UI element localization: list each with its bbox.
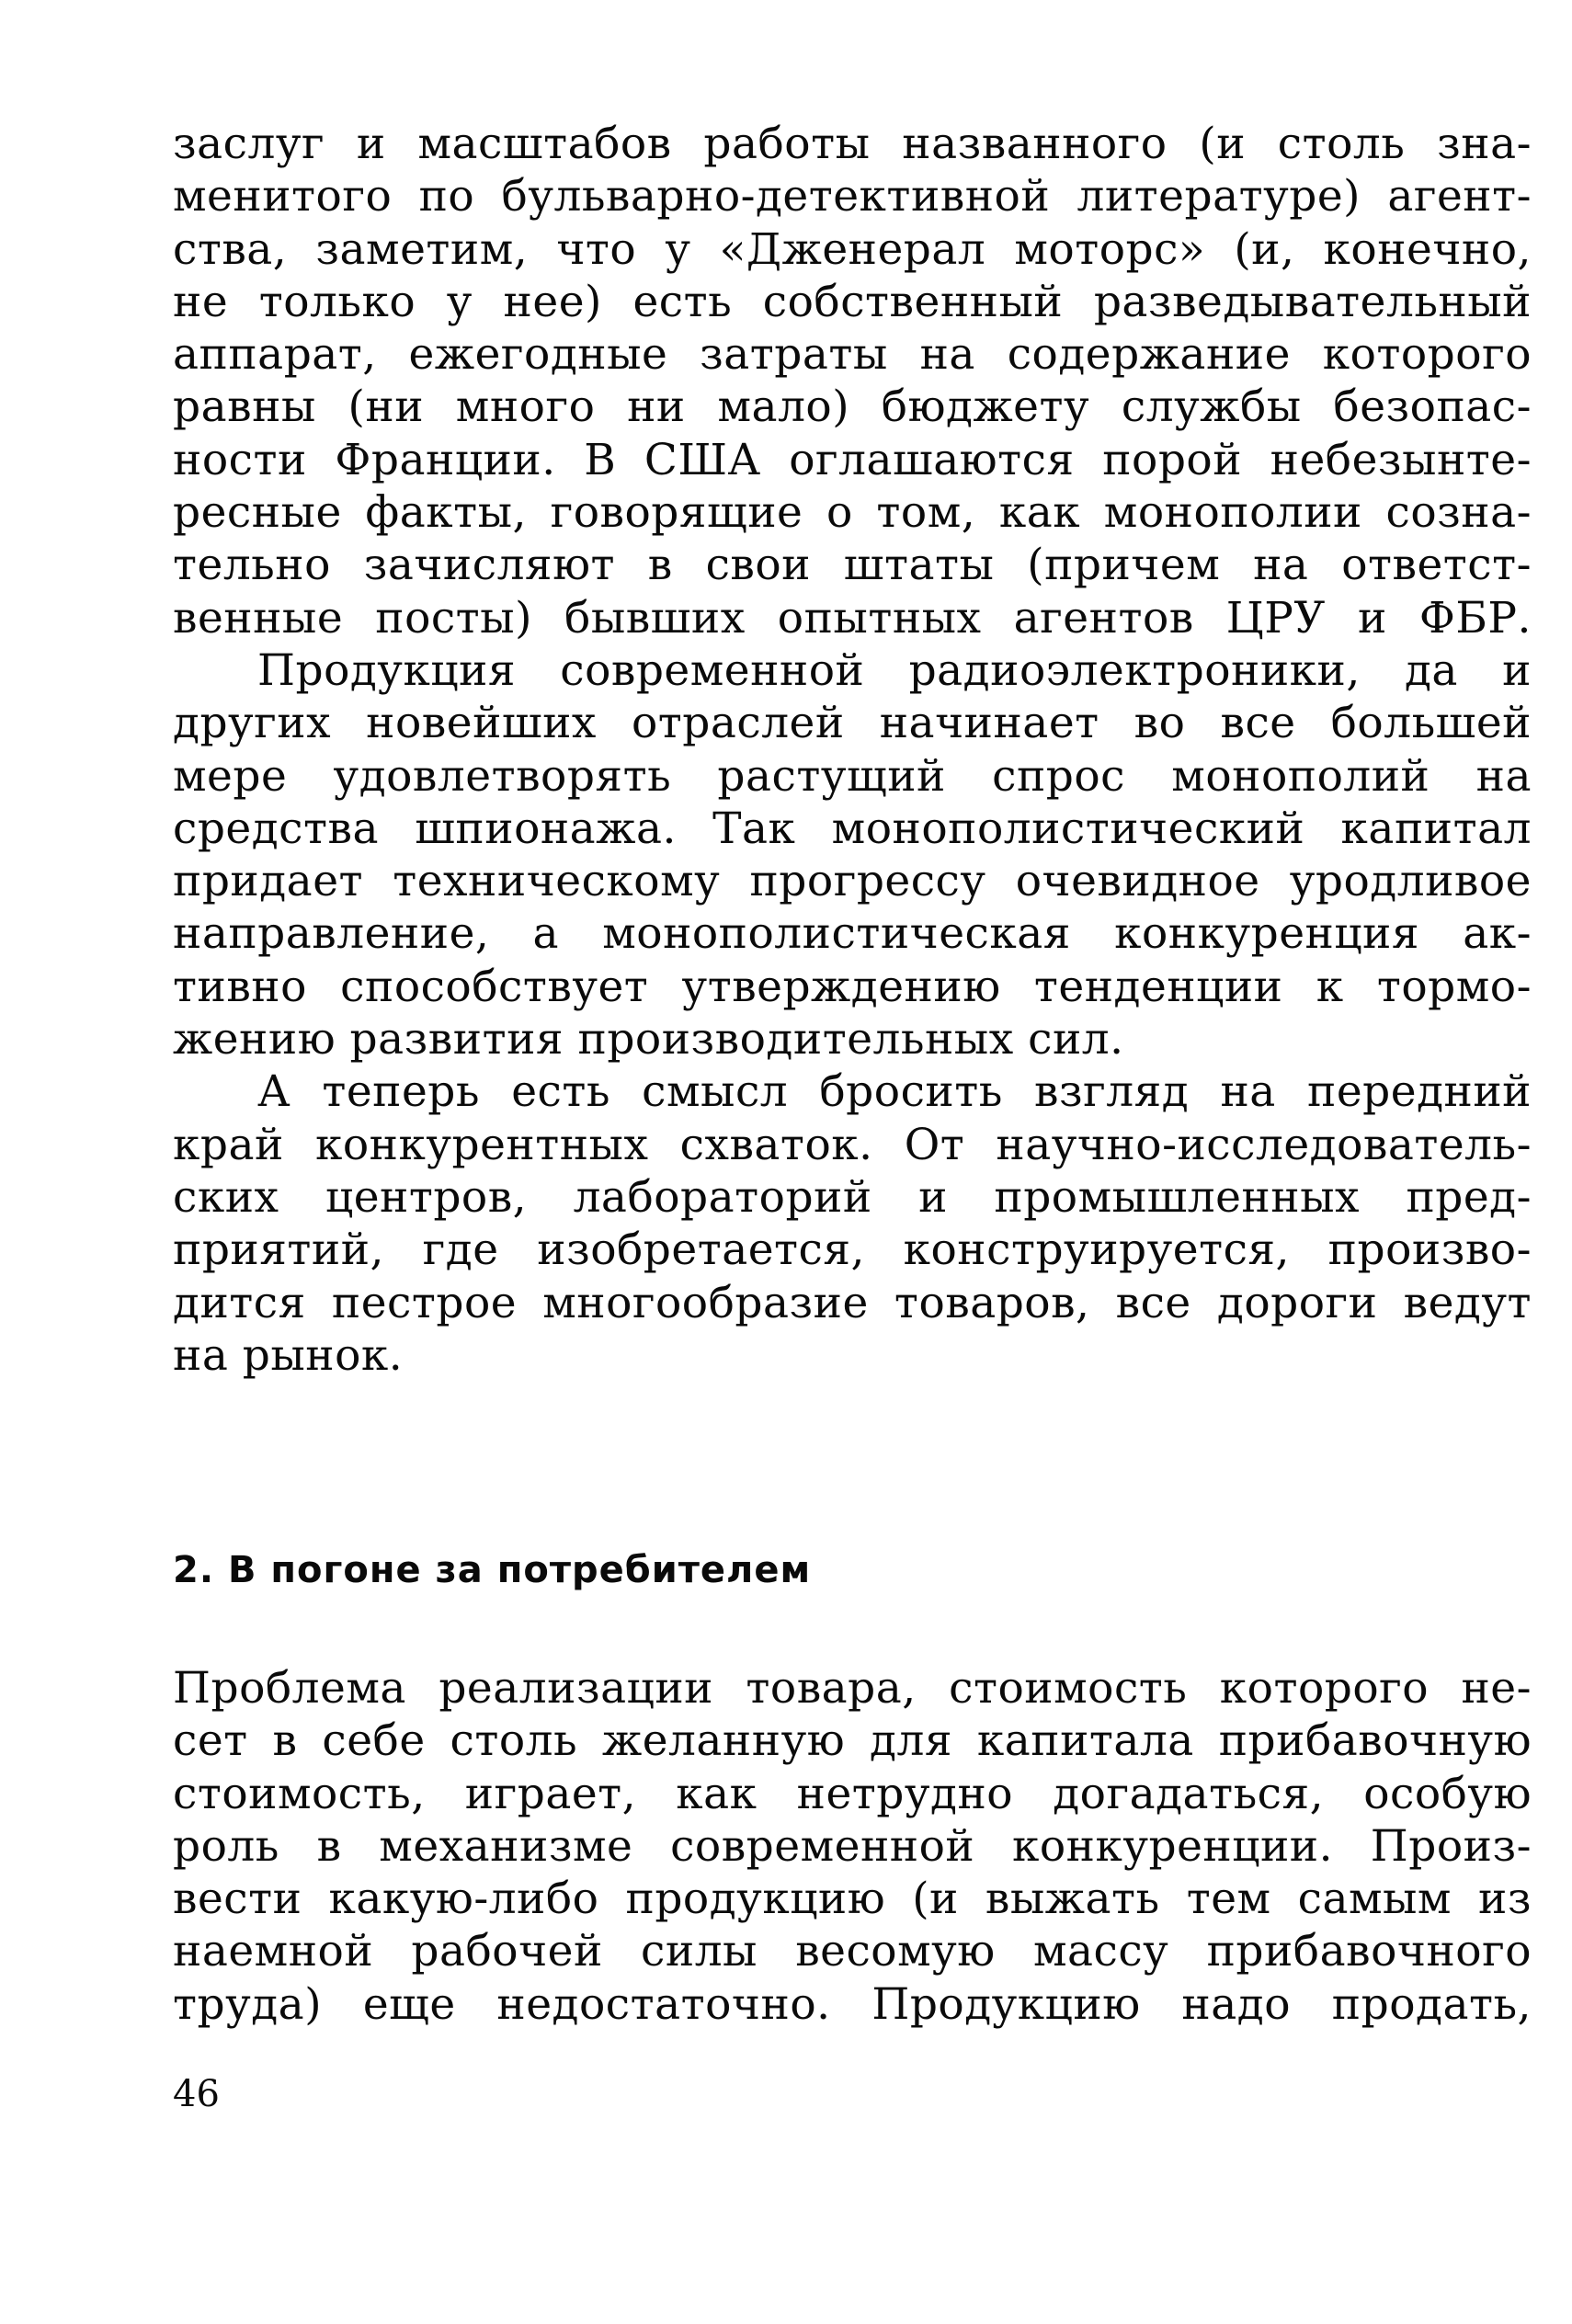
paragraph-3 bbox=[173, 1065, 1532, 1382]
text-line: менитого по бульварно-детективной литературе) агент- bbox=[173, 171, 1532, 222]
text-line: жению развития производительных сил. bbox=[173, 1014, 1124, 1065]
text-line: мере удовлетворять растущий спрос монополий на bbox=[173, 750, 1532, 802]
text-line: наемной рабочей силы весомую массу прибавочного bbox=[173, 1926, 1532, 1977]
text-line: аппарат, ежегодные затраты на содержание которого bbox=[173, 329, 1532, 381]
text-line: сет в себе столь желанную для капитала прибавочную bbox=[173, 1715, 1532, 1767]
paragraph-1 bbox=[173, 118, 1532, 644]
text-line: А теперь есть смысл бросить взгляд на передний bbox=[257, 1066, 1532, 1118]
section-heading: 2. В погоне за потребителем bbox=[173, 1549, 812, 1591]
text-line: направление, а монополистическая конкуренция ак- bbox=[173, 908, 1532, 960]
text-line: венные посты) бывших опытных агентов ЦРУ и ФБР. bbox=[173, 592, 1532, 644]
text-line: на рынок. bbox=[173, 1329, 404, 1381]
body-text bbox=[173, 118, 1532, 1382]
text-line: равны (ни много ни мало) бюджету службы безопас- bbox=[173, 382, 1532, 433]
page-number: 46 bbox=[173, 2073, 220, 2115]
text-line: край конкурентных схваток. От научно-исследователь- bbox=[173, 1119, 1532, 1170]
text-line: приятий, где изобретается, конструируется, произво- bbox=[173, 1225, 1532, 1276]
text-line: дится пестрое многообразие товаров, все дороги ведут bbox=[173, 1277, 1532, 1328]
text-line: ресные факты, говорящие о том, как монополии созна- bbox=[173, 487, 1532, 539]
paragraph-2 bbox=[173, 644, 1532, 1065]
text-line: ства, заметим, что у «Дженерал моторс» (и, конечно, bbox=[173, 223, 1532, 275]
text-line: стоимость, играет, как нетрудно догадаться, особую bbox=[173, 1768, 1532, 1819]
text-line: Проблема реализации товара, стоимость которого не- bbox=[173, 1663, 1532, 1714]
text-line: труда) еще недостаточно. Продукцию надо продать, bbox=[173, 1978, 1532, 2030]
text-line: Продукция современной радиоэлектроники, да и bbox=[257, 644, 1532, 696]
text-line: тельно зачисляют в свои штаты (причем на ответст- bbox=[173, 540, 1532, 591]
section-paragraph bbox=[173, 1662, 1532, 2031]
text-line: роль в механизме современной конкуренции. Произ- bbox=[173, 1820, 1532, 1872]
text-line: тивно способствует утверждению тенденции к тормо- bbox=[173, 961, 1532, 1012]
text-line: вести какую-либо продукцию (и выжать тем самым из bbox=[173, 1874, 1532, 1925]
text-line: средства шпионажа. Так монополистический капитал bbox=[173, 803, 1532, 854]
text-line: других новейших отраслей начинает во все большей bbox=[173, 698, 1532, 749]
text-line: ности Франции. В США оглашаются порой небезынте- bbox=[173, 434, 1532, 485]
text-line: придает техническому прогрессу очевидное уродливое bbox=[173, 856, 1532, 907]
text-line: не только у нее) есть собственный разведывательный bbox=[173, 276, 1532, 327]
text-line: ских центров, лабораторий и промышленных пред- bbox=[173, 1171, 1532, 1223]
text-line: заслуг и масштабов работы названного (и столь зна- bbox=[173, 119, 1532, 169]
